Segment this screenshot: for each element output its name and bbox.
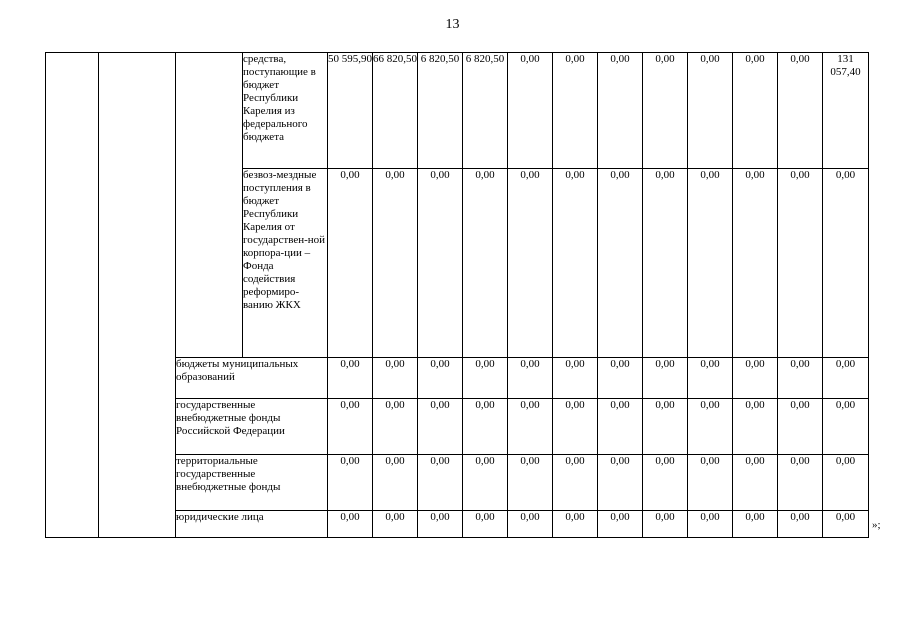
value-cell: 0,00: [508, 358, 553, 399]
value-cell: 0,00: [688, 358, 733, 399]
blank-cell: [176, 53, 243, 358]
page-number: 13: [445, 17, 460, 32]
source-cell: бюджеты муниципальных образований: [176, 358, 328, 399]
value-cell: 0,00: [778, 399, 823, 455]
value-cell: 0,00: [553, 358, 598, 399]
value-cell: 0,00: [778, 358, 823, 399]
value-cell: 0,00: [823, 455, 869, 511]
value-cell: 0,00: [508, 399, 553, 455]
value-cell: 0,00: [643, 455, 688, 511]
value-cell: 0,00: [418, 358, 463, 399]
closing-mark: »;: [872, 519, 881, 531]
value-cell: 0,00: [508, 53, 553, 169]
source-cell: юридические лица: [176, 511, 328, 538]
value-cell: 0,00: [778, 53, 823, 169]
value-cell: 50 595,90: [328, 53, 373, 169]
value-cell: 0,00: [463, 358, 508, 399]
value-cell: 6 820,50: [418, 53, 463, 169]
value-cell: 0,00: [553, 399, 598, 455]
value-cell: 0,00: [598, 455, 643, 511]
subsource-cell: средства, поступающие в бюджет Республики Карелия из федерального бюджета: [243, 53, 328, 169]
value-cell: 0,00: [463, 169, 508, 358]
value-cell: 0,00: [598, 169, 643, 358]
value-cell: 0,00: [643, 511, 688, 538]
value-cell: 6 820,50: [463, 53, 508, 169]
value-cell: 0,00: [418, 511, 463, 538]
value-cell: 0,00: [733, 358, 778, 399]
value-cell: 0,00: [598, 399, 643, 455]
value-cell: 0,00: [598, 511, 643, 538]
value-cell: 0,00: [733, 399, 778, 455]
value-cell: 0,00: [823, 511, 869, 538]
blank-cell: [99, 53, 176, 538]
value-cell: 0,00: [688, 53, 733, 169]
value-cell: 0,00: [733, 511, 778, 538]
value-cell: 0,00: [778, 511, 823, 538]
blank-cell: [46, 53, 99, 538]
budget-table: [45, 52, 869, 538]
value-cell: 0,00: [643, 399, 688, 455]
value-cell: 0,00: [373, 399, 418, 455]
value-cell: 0,00: [553, 169, 598, 358]
value-cell: 0,00: [328, 358, 373, 399]
value-cell: 0,00: [418, 455, 463, 511]
value-cell: 0,00: [463, 399, 508, 455]
value-cell: 0,00: [553, 511, 598, 538]
value-cell: 0,00: [688, 511, 733, 538]
value-cell: 0,00: [643, 53, 688, 169]
value-cell: 131 057,40: [823, 53, 869, 169]
value-cell: 0,00: [463, 511, 508, 538]
value-cell: 0,00: [778, 169, 823, 358]
value-cell: 0,00: [508, 455, 553, 511]
value-cell: 0,00: [328, 399, 373, 455]
value-cell: 0,00: [463, 455, 508, 511]
value-cell: 0,00: [598, 53, 643, 169]
value-cell: 0,00: [733, 455, 778, 511]
value-cell: 0,00: [373, 358, 418, 399]
value-cell: 0,00: [643, 358, 688, 399]
source-cell: территориальные государственные внебюджетные фонды: [176, 455, 328, 511]
value-cell: 0,00: [553, 455, 598, 511]
source-cell: государственные внебюджетные фонды Российской Федерации: [176, 399, 328, 455]
value-cell: 0,00: [688, 455, 733, 511]
value-cell: 0,00: [823, 169, 869, 358]
value-cell: 0,00: [508, 169, 553, 358]
value-cell: 0,00: [508, 511, 553, 538]
value-cell: 0,00: [823, 399, 869, 455]
value-cell: 0,00: [328, 169, 373, 358]
value-cell: 0,00: [733, 53, 778, 169]
value-cell: 0,00: [598, 358, 643, 399]
value-cell: 0,00: [328, 511, 373, 538]
value-cell: 0,00: [373, 455, 418, 511]
value-cell: 0,00: [643, 169, 688, 358]
value-cell: 0,00: [418, 169, 463, 358]
value-cell: 0,00: [373, 511, 418, 538]
value-cell: 0,00: [733, 169, 778, 358]
value-cell: 0,00: [688, 399, 733, 455]
value-cell: 0,00: [418, 399, 463, 455]
value-cell: 0,00: [778, 455, 823, 511]
value-cell: 0,00: [328, 455, 373, 511]
value-cell: 0,00: [823, 358, 869, 399]
subsource-cell: безвоз-мездные поступления в бюджет Республики Карелия от государствен-ной корпора-ции – Фонда содействия реформиро-ванию ЖКХ: [243, 169, 328, 358]
table-row: [46, 53, 869, 169]
value-cell: 0,00: [553, 53, 598, 169]
value-cell: 0,00: [373, 169, 418, 358]
value-cell: 0,00: [688, 169, 733, 358]
value-cell: 66 820,50: [373, 53, 418, 169]
